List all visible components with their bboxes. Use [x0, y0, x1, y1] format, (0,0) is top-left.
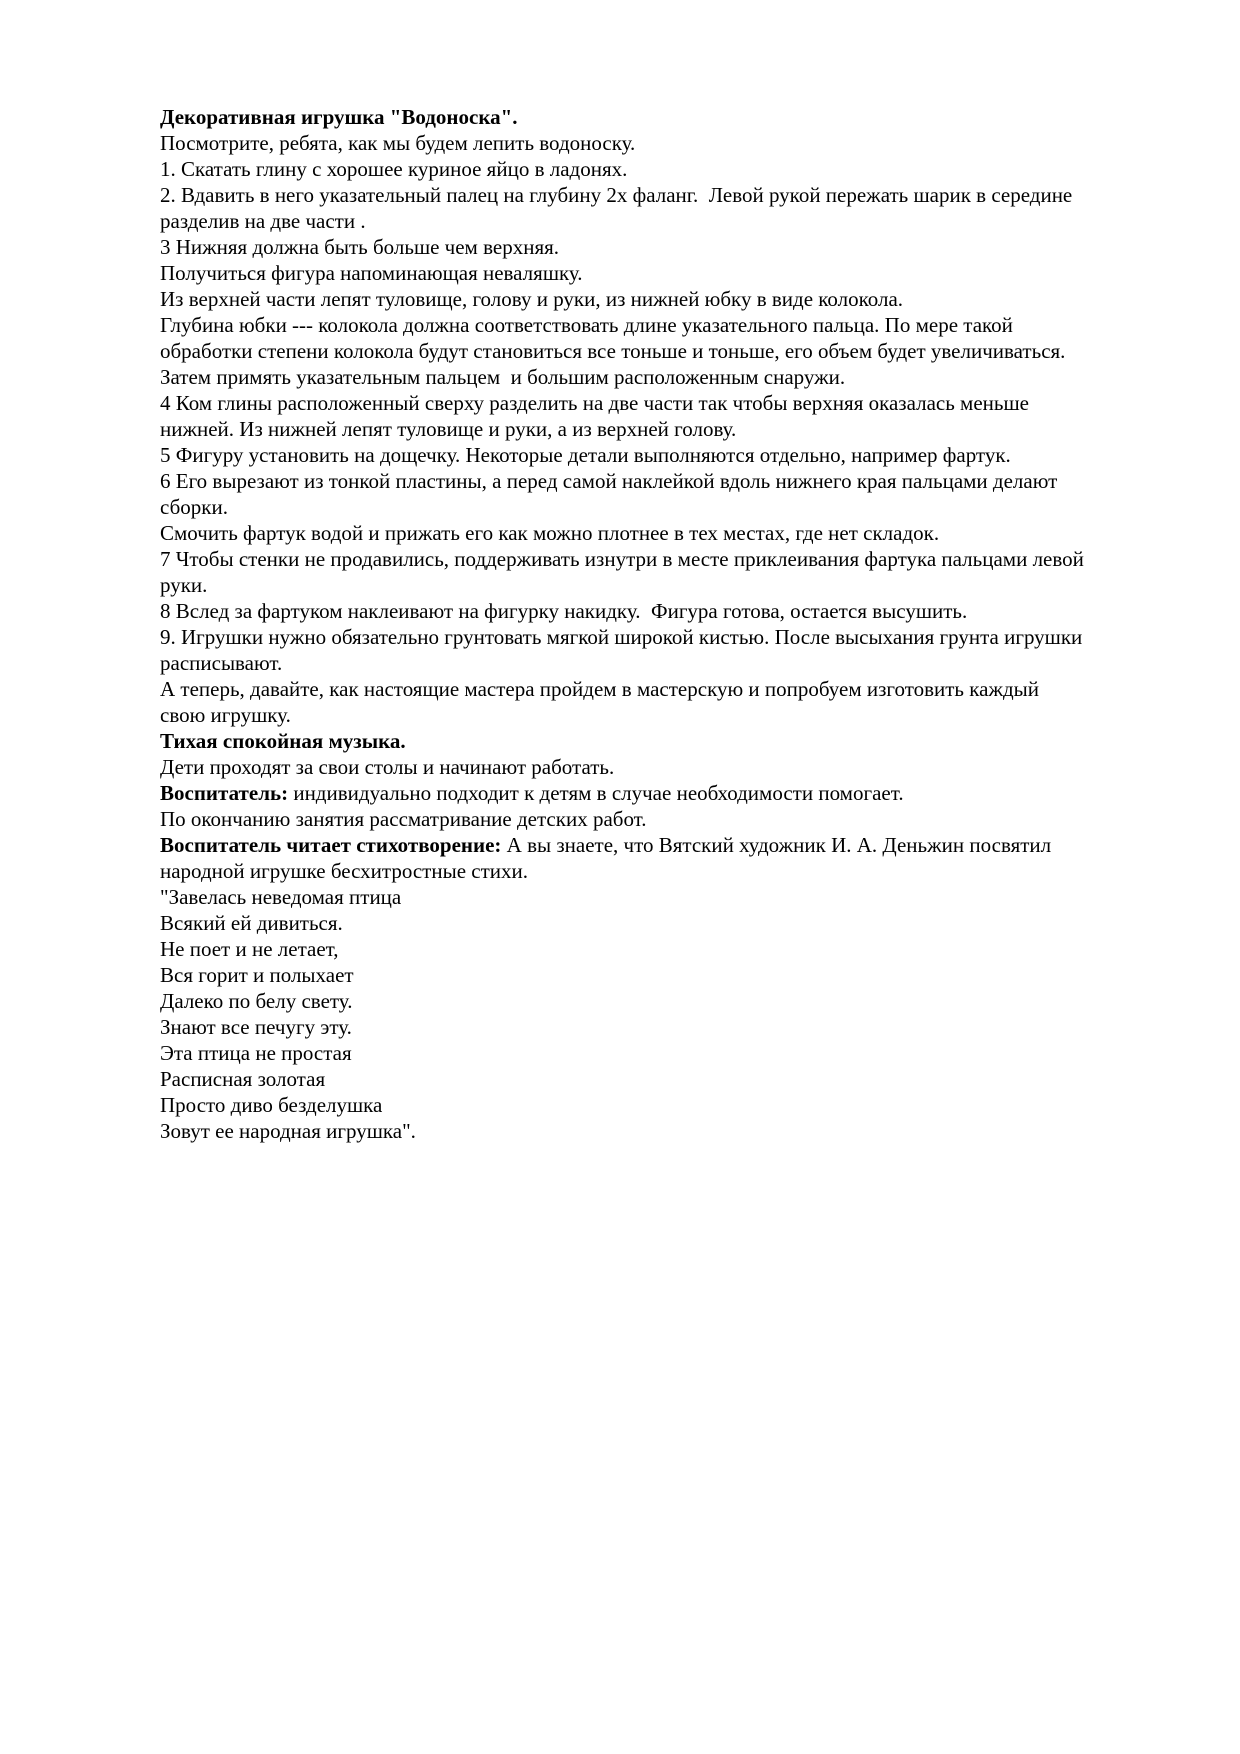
text-run: 8 Вслед за фартуком наклеивают на фигурку накидку. Фигура готова, остается высушить.: [160, 599, 968, 623]
paragraph: [160, 598, 1088, 624]
text-run: По окончанию занятия рассматривание детских работ.: [160, 807, 647, 831]
text-run: Всякий ей дивиться.: [160, 911, 343, 935]
text-run: 7 Чтобы стенки не продавились, поддерживать изнутри в месте приклеивания фартука пальцами левой руки.: [160, 547, 1090, 597]
text-run: Эта птица не простая: [160, 1041, 352, 1065]
paragraph: [160, 546, 1088, 598]
paragraph: [160, 780, 1088, 806]
text-run: Просто диво безделушка: [160, 1093, 383, 1117]
paragraph: [160, 832, 1088, 884]
paragraph: [160, 1014, 1088, 1040]
paragraph: [160, 1066, 1088, 1092]
text-run: Посмотрите, ребята, как мы будем лепить водоноску.: [160, 131, 636, 155]
paragraph: [160, 234, 1088, 260]
paragraph: [160, 130, 1088, 156]
text-run: Из верхней части лепят туловище, голову и руки, из нижней юбку в виде колокола.: [160, 287, 904, 311]
paragraph: [160, 754, 1088, 780]
bold-text-run: Воспитатель:: [160, 781, 289, 805]
document-body: [160, 104, 1088, 1144]
text-run: Расписная золотая: [160, 1067, 326, 1091]
text-run: 2. Вдавить в него указательный палец на глубину 2х фаланг. Левой рукой пережать шарик в середине разделив на две части .: [160, 183, 1078, 233]
text-run: Глубина юбки --- колокола должна соответствовать длине указательного пальца. По мере такой обработки степени колокола будут становиться все тоньше и тоньше, его объем будет увеличиваться.: [160, 313, 1066, 363]
text-run: Получиться фигура напоминающая неваляшку.: [160, 261, 583, 285]
paragraph: [160, 936, 1088, 962]
paragraph: [160, 884, 1088, 910]
paragraph: [160, 1118, 1088, 1144]
text-run: "Завелась неведомая птица: [160, 885, 402, 909]
text-run: Вся горит и полыхает: [160, 963, 354, 987]
text-run: Не поет и не летает,: [160, 937, 339, 961]
bold-text-run: Воспитатель читает стихотворение:: [160, 833, 502, 857]
bold-text-run: Тихая спокойная музыка.: [160, 729, 406, 753]
text-run: Далеко по белу свету.: [160, 989, 353, 1013]
paragraph: [160, 156, 1088, 182]
text-run: Затем примять указательным пальцем и большим расположенным снаружи.: [160, 365, 846, 389]
paragraph: [160, 1092, 1088, 1118]
text-run: Дети проходят за свои столы и начинают работать.: [160, 755, 615, 779]
paragraph: [160, 806, 1088, 832]
text-run: А теперь, давайте, как настоящие мастера пройдем в мастерскую и попробуем изготовить каждый свою игрушку.: [160, 677, 1045, 727]
paragraph: [160, 728, 1088, 754]
paragraph: [160, 260, 1088, 286]
paragraph: [160, 468, 1088, 520]
paragraph: [160, 520, 1088, 546]
paragraph: [160, 390, 1088, 442]
text-run: Зовут ее народная игрушка".: [160, 1119, 416, 1143]
paragraph: [160, 624, 1088, 676]
text-run: А вы знаете, что Вятский художник И. А. Деньжин посвятил народной игрушке бесхитростные стихи.: [160, 833, 1057, 883]
text-run: 9. Игрушки нужно обязательно грунтовать мягкой широкой кистью. После высыхания грунта игрушки расписывают.: [160, 625, 1088, 675]
bold-text-run: Декоративная игрушка "Водоноска".: [160, 105, 518, 129]
paragraph: [160, 676, 1088, 728]
paragraph: [160, 1040, 1088, 1066]
paragraph: [160, 286, 1088, 312]
text-run: 4 Ком глины расположенный сверху разделить на две части так чтобы верхняя оказалась меньше нижней. Из нижней лепят туловище и руки, а из верхней голову.: [160, 391, 1035, 441]
text-run: Смочить фартук водой и прижать его как можно плотнее в тех местах, где нет складок.: [160, 521, 940, 545]
text-run: 3 Нижняя должна быть больше чем верхняя.: [160, 235, 560, 259]
text-run: 6 Его вырезают из тонкой пластины, а перед самой наклейкой вдоль нижнего края пальцами делают сборки.: [160, 469, 1063, 519]
paragraph: [160, 182, 1088, 234]
paragraph: [160, 104, 1088, 130]
paragraph: [160, 962, 1088, 988]
paragraph: [160, 442, 1088, 468]
text-run: 5 Фигуру установить на дощечку. Некоторые детали выполняются отдельно, например фартук.: [160, 443, 1011, 467]
text-run: Знают все печугу эту.: [160, 1015, 352, 1039]
text-run: 1. Скатать глину с хорошее куриное яйцо в ладонях.: [160, 157, 628, 181]
text-run: индивидуально подходит к детям в случае необходимости помогает.: [288, 781, 904, 805]
paragraph: [160, 910, 1088, 936]
paragraph: [160, 312, 1088, 364]
paragraph: [160, 988, 1088, 1014]
paragraph: [160, 364, 1088, 390]
